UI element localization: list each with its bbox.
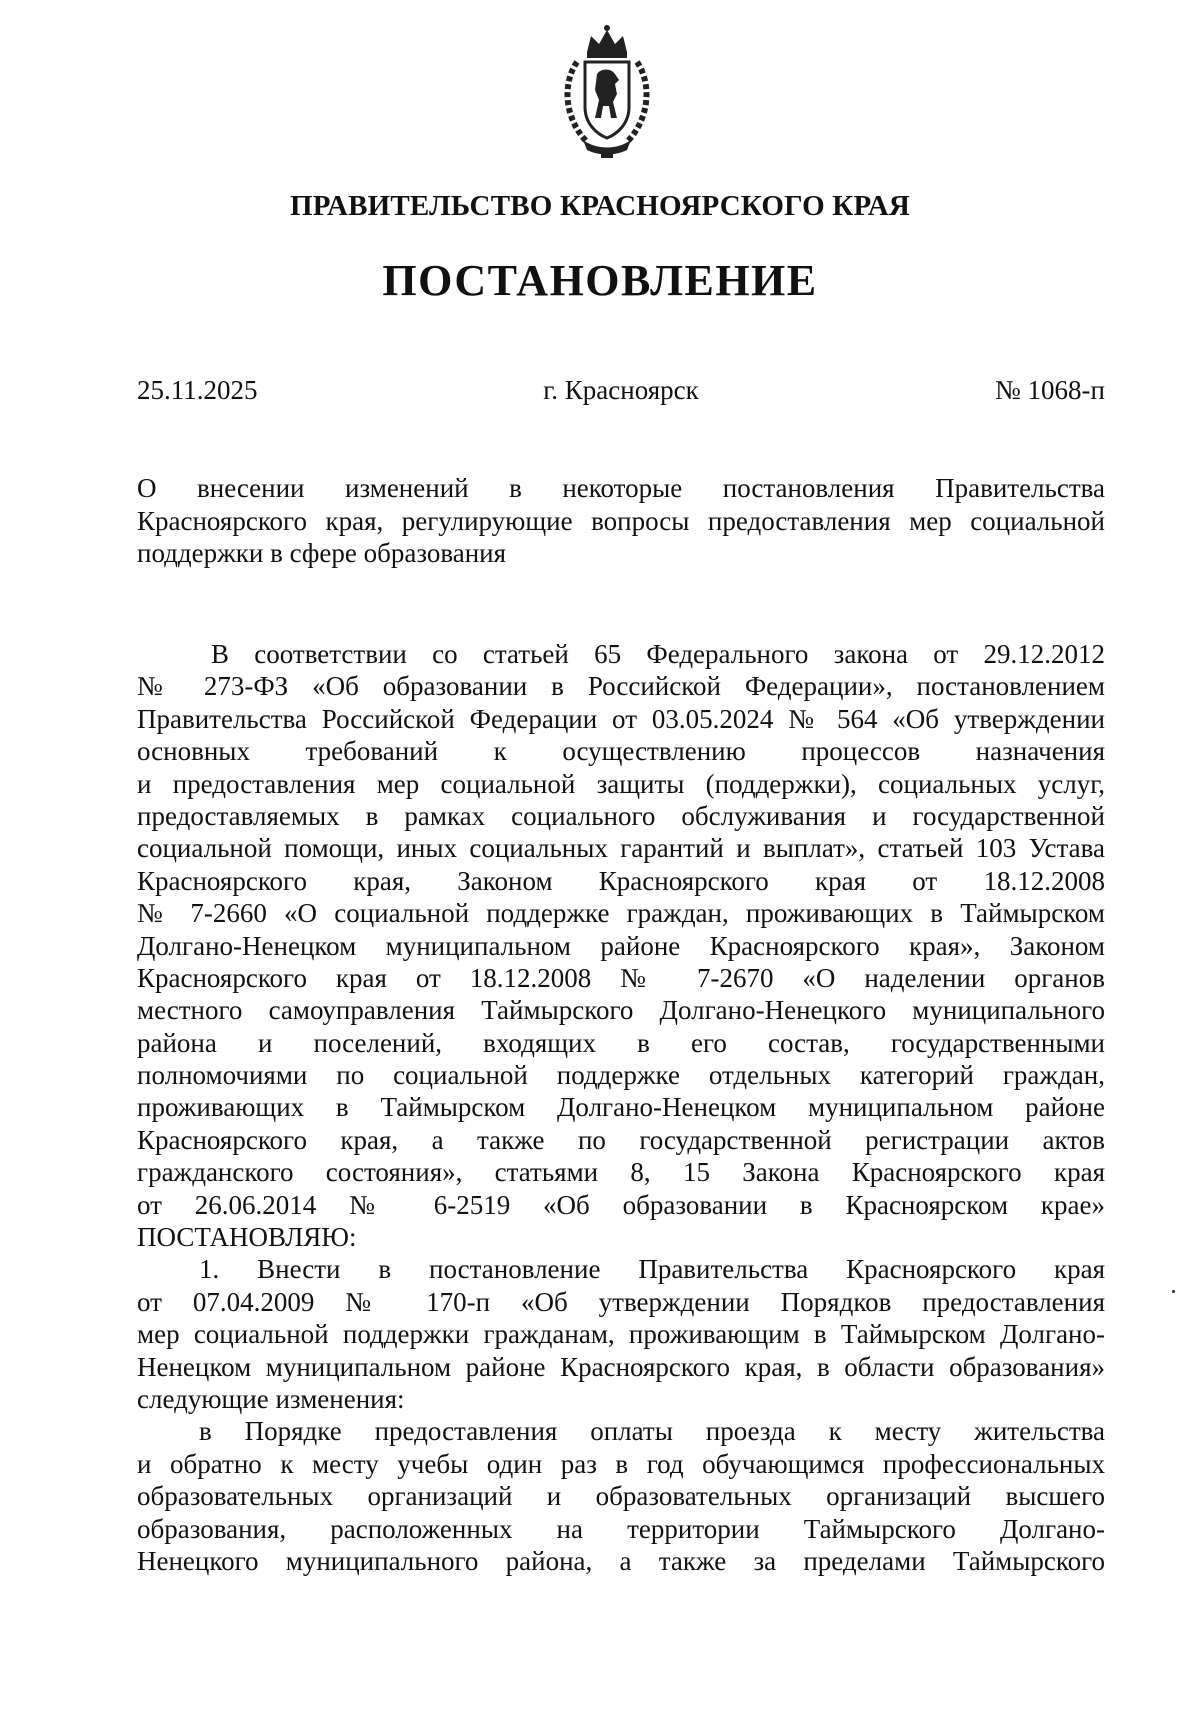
body-line: Ненецкого муниципального района, а также за пределами Таймырского [137,1545,1105,1576]
document-city: г. Красноярск [543,375,699,405]
body-line: проживающих в Таймырском Долгано-Ненецком муниципальном районе [137,1092,1105,1123]
body-line: и предоставления мер социальной защиты (поддержки), социальных услуг, [137,768,1105,799]
document-number: № 1068-п [995,375,1105,405]
document-subject [137,472,1105,570]
document-meta-row [137,375,1105,409]
body-line: № 273-ФЗ «Об образовании в Российской Федерации», постановлением [137,671,1105,702]
body-line: гражданского состояния», статьями 8, 15 Закона Красноярского края [137,1157,1105,1188]
body-line: и обратно к месту учебы один раз в год обучающимся профессиональных [137,1448,1105,1479]
body-line: Правительства Российской Федерации от 03.05.2024 № 564 «Об утверждении [137,703,1105,734]
body-line: № 7-2660 «О социальной поддержке граждан, проживающих в Таймырском [137,898,1105,929]
body-line: Ненецком муниципальном районе Красноярского края, в области образования» [137,1351,1105,1382]
scan-speck [1172,1290,1175,1293]
body-line: от 07.04.2009 № 170-п «Об утверждении Порядков предоставления [137,1286,1105,1317]
body-line: социальной помощи, иных социальных гарантий и выплат», статьей 103 Устава [137,833,1105,864]
document-date: 25.11.2025 [137,375,258,405]
body-line: Красноярского края от 18.12.2008 № 7-2670 «О наделении органов [137,962,1105,993]
document-type-title: ПОСТАНОВЛЕНИЕ [382,256,818,305]
body-line: следующие изменения: [137,1383,405,1414]
body-line: основных требований к осуществлению процессов назначения [137,736,1105,767]
body-line: Красноярского края, Законом Красноярского края от 18.12.2008 [137,865,1105,896]
body-line: Красноярского края, а также по государственной регистрации актов [137,1124,1105,1155]
body-line: полномочиями по социальной поддержке отдельных категорий граждан, [137,1060,1105,1091]
subject-line: О внесении изменений в некоторые постановления Правительства [137,473,1105,503]
body-line: Долгано-Ненецком муниципальном районе Красноярского края», Законом [137,930,1105,961]
subject-line: поддержки в сфере образования [137,538,507,568]
body-line: местного самоуправления Таймырского Долгано-Ненецкого муниципального [137,995,1105,1026]
document-body [137,638,1105,1577]
body-line: 1. Внести в постановление Правительства Красноярского края [199,1254,1105,1285]
body-line: образования, расположенных на территории Таймырского Долгано- [137,1513,1105,1544]
body-line: мер социальной поддержки гражданам, проживающим в Таймырском Долгано- [137,1319,1105,1350]
coat-of-arms-icon [557,22,657,162]
body-line: образовательных организаций и образовательных организаций высшего [137,1481,1105,1512]
body-line: от 26.06.2014 № 6-2519 «Об образовании в Красноярском крае» [137,1189,1105,1220]
body-line: предоставляемых в рамках социального обслуживания и государственной [137,800,1105,831]
body-line: ПОСТАНОВЛЯЮ: [137,1222,357,1253]
body-line: В соответствии со статьей 65 Федерального закона от 29.12.2012 [211,639,1105,669]
body-line: района и поселений, входящих в его состав, государственными [137,1027,1105,1058]
subject-line: Красноярского края, регулирующие вопросы предоставления мер социальной [137,505,1105,536]
government-name: ПРАВИТЕЛЬСТВО КРАСНОЯРСКОГО КРАЯ [289,190,911,222]
body-line: в Порядке предоставления оплаты проезда к месту жительства [199,1416,1105,1447]
